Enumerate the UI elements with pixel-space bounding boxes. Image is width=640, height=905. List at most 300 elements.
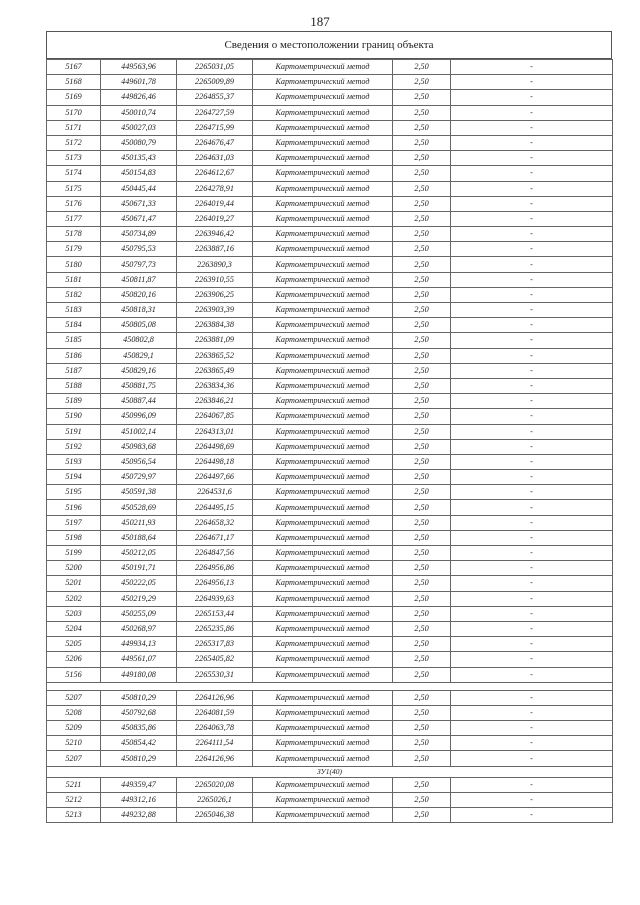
y-coordinate: 2264278,91 <box>177 181 253 196</box>
x-coordinate: 450820,16 <box>101 287 177 302</box>
table-row <box>47 439 613 454</box>
point-number: 5202 <box>47 591 101 606</box>
method: Картометрический метод <box>253 690 393 705</box>
precision: 2,50 <box>393 808 451 823</box>
method: Картометрический метод <box>253 530 393 545</box>
y-coordinate: 2265031,05 <box>177 60 253 75</box>
x-coordinate: 450188,64 <box>101 530 177 545</box>
x-coordinate: 449232,88 <box>101 808 177 823</box>
description: - <box>451 500 613 515</box>
x-coordinate: 450792,68 <box>101 705 177 720</box>
method: Картометрический метод <box>253 652 393 667</box>
page-number: 187 <box>310 14 330 29</box>
point-number: 5213 <box>47 808 101 823</box>
x-coordinate: 450212,05 <box>101 546 177 561</box>
x-coordinate: 450729,97 <box>101 470 177 485</box>
precision: 2,50 <box>393 333 451 348</box>
point-number: 5184 <box>47 318 101 333</box>
x-coordinate: 450854,42 <box>101 736 177 751</box>
point-number: 5198 <box>47 530 101 545</box>
table-row <box>47 287 613 302</box>
description: - <box>451 792 613 807</box>
description: - <box>451 409 613 424</box>
table-row <box>47 120 613 135</box>
x-coordinate: 450591,38 <box>101 485 177 500</box>
precision: 2,50 <box>393 652 451 667</box>
x-coordinate: 450795,53 <box>101 242 177 257</box>
precision: 2,50 <box>393 181 451 196</box>
point-number: 5200 <box>47 561 101 576</box>
x-coordinate: 449826,46 <box>101 90 177 105</box>
precision: 2,50 <box>393 75 451 90</box>
method: Картометрический метод <box>253 667 393 682</box>
table-row <box>47 409 613 424</box>
description: - <box>451 777 613 792</box>
x-coordinate: 449180,08 <box>101 667 177 682</box>
description: - <box>451 808 613 823</box>
x-coordinate: 449934,13 <box>101 637 177 652</box>
precision: 2,50 <box>393 500 451 515</box>
precision: 2,50 <box>393 378 451 393</box>
point-number: 5169 <box>47 90 101 105</box>
table-row <box>47 333 613 348</box>
precision: 2,50 <box>393 667 451 682</box>
method: Картометрический метод <box>253 394 393 409</box>
point-number: 5210 <box>47 736 101 751</box>
precision: 2,50 <box>393 105 451 120</box>
y-coordinate: 2263846,21 <box>177 394 253 409</box>
precision: 2,50 <box>393 348 451 363</box>
point-number: 5208 <box>47 705 101 720</box>
description: - <box>451 424 613 439</box>
x-coordinate: 450255,09 <box>101 606 177 621</box>
method: Картометрический метод <box>253 318 393 333</box>
precision: 2,50 <box>393 90 451 105</box>
description: - <box>451 242 613 257</box>
method: Картометрический метод <box>253 196 393 211</box>
point-number: 5182 <box>47 287 101 302</box>
table-row <box>47 561 613 576</box>
description: - <box>451 272 613 287</box>
y-coordinate: 2264019,27 <box>177 211 253 226</box>
method: Картометрический метод <box>253 287 393 302</box>
point-number: 5179 <box>47 242 101 257</box>
method: Картометрический метод <box>253 272 393 287</box>
table-row <box>47 196 613 211</box>
method: Картометрический метод <box>253 606 393 621</box>
description: - <box>451 439 613 454</box>
coordinates-table <box>46 59 613 823</box>
y-coordinate: 2264956,86 <box>177 561 253 576</box>
method: Картометрический метод <box>253 705 393 720</box>
x-coordinate: 451002,14 <box>101 424 177 439</box>
description: - <box>451 135 613 150</box>
y-coordinate: 2264715,99 <box>177 120 253 135</box>
table-row <box>47 75 613 90</box>
point-number: 5199 <box>47 546 101 561</box>
table-row <box>47 211 613 226</box>
table-row <box>47 530 613 545</box>
method: Картометрический метод <box>253 75 393 90</box>
point-number: 5209 <box>47 721 101 736</box>
y-coordinate: 2263881,09 <box>177 333 253 348</box>
x-coordinate: 450956,54 <box>101 454 177 469</box>
method: Картометрический метод <box>253 363 393 378</box>
x-coordinate: 450671,47 <box>101 211 177 226</box>
y-coordinate: 2264531,6 <box>177 485 253 500</box>
table-row <box>47 90 613 105</box>
table-row <box>47 792 613 807</box>
description: - <box>451 736 613 751</box>
table-row <box>47 751 613 766</box>
y-coordinate: 2265009,89 <box>177 75 253 90</box>
x-coordinate: 449561,07 <box>101 652 177 667</box>
table-row <box>47 652 613 667</box>
coordinates-sheet <box>46 31 612 823</box>
precision: 2,50 <box>393 736 451 751</box>
point-number: 5201 <box>47 576 101 591</box>
description: - <box>451 60 613 75</box>
method: Картометрический метод <box>253 751 393 766</box>
x-coordinate: 450154,83 <box>101 166 177 181</box>
description: - <box>451 196 613 211</box>
x-coordinate: 450805,08 <box>101 318 177 333</box>
method: Картометрический метод <box>253 303 393 318</box>
precision: 2,50 <box>393 211 451 226</box>
description: - <box>451 721 613 736</box>
y-coordinate: 2264063,78 <box>177 721 253 736</box>
method: Картометрический метод <box>253 242 393 257</box>
method: Картометрический метод <box>253 333 393 348</box>
y-coordinate: 2263865,49 <box>177 363 253 378</box>
x-coordinate: 450191,71 <box>101 561 177 576</box>
description: - <box>451 394 613 409</box>
description: - <box>451 546 613 561</box>
description: - <box>451 485 613 500</box>
method: Картометрический метод <box>253 454 393 469</box>
x-coordinate: 450818,31 <box>101 303 177 318</box>
x-coordinate: 449563,96 <box>101 60 177 75</box>
point-number: 5156 <box>47 667 101 682</box>
table-row <box>47 606 613 621</box>
precision: 2,50 <box>393 721 451 736</box>
y-coordinate: 2264671,17 <box>177 530 253 545</box>
precision: 2,50 <box>393 166 451 181</box>
x-coordinate: 450887,44 <box>101 394 177 409</box>
precision: 2,50 <box>393 151 451 166</box>
table-row <box>47 227 613 242</box>
description: - <box>451 105 613 120</box>
point-number: 5207 <box>47 751 101 766</box>
x-coordinate: 450829,1 <box>101 348 177 363</box>
y-coordinate: 2264847,56 <box>177 546 253 561</box>
precision: 2,50 <box>393 485 451 500</box>
description: - <box>451 470 613 485</box>
point-number: 5197 <box>47 515 101 530</box>
point-number: 5170 <box>47 105 101 120</box>
precision: 2,50 <box>393 409 451 424</box>
table-row <box>47 257 613 272</box>
precision: 2,50 <box>393 705 451 720</box>
method: Картометрический метод <box>253 470 393 485</box>
table-header: Сведения о местоположении границ объекта <box>46 31 612 59</box>
description: - <box>451 211 613 226</box>
y-coordinate: 2265317,83 <box>177 637 253 652</box>
point-number: 5195 <box>47 485 101 500</box>
y-coordinate: 2264939,63 <box>177 591 253 606</box>
table-row <box>47 348 613 363</box>
precision: 2,50 <box>393 637 451 652</box>
x-coordinate: 450010,74 <box>101 105 177 120</box>
point-number: 5174 <box>47 166 101 181</box>
y-coordinate: 2264313,01 <box>177 424 253 439</box>
point-number: 5206 <box>47 652 101 667</box>
x-coordinate: 450135,43 <box>101 151 177 166</box>
precision: 2,50 <box>393 591 451 606</box>
precision: 2,50 <box>393 515 451 530</box>
method: Картометрический метод <box>253 120 393 135</box>
separator-row <box>47 682 613 690</box>
table-row <box>47 621 613 636</box>
description: - <box>451 690 613 705</box>
x-coordinate: 450996,09 <box>101 409 177 424</box>
y-coordinate: 2264067,85 <box>177 409 253 424</box>
description: - <box>451 652 613 667</box>
point-number: 5185 <box>47 333 101 348</box>
description: - <box>451 90 613 105</box>
method: Картометрический метод <box>253 515 393 530</box>
precision: 2,50 <box>393 777 451 792</box>
point-number: 5183 <box>47 303 101 318</box>
table-row <box>47 721 613 736</box>
method: Картометрический метод <box>253 500 393 515</box>
y-coordinate: 2264126,96 <box>177 751 253 766</box>
description: - <box>451 667 613 682</box>
precision: 2,50 <box>393 621 451 636</box>
method: Картометрический метод <box>253 439 393 454</box>
description: - <box>451 227 613 242</box>
table-row <box>47 318 613 333</box>
description: - <box>451 378 613 393</box>
description: - <box>451 576 613 591</box>
y-coordinate: 2264631,03 <box>177 151 253 166</box>
point-number: 5194 <box>47 470 101 485</box>
table-row <box>47 181 613 196</box>
section-label: ЗУ1(40) <box>47 766 613 777</box>
description: - <box>451 705 613 720</box>
y-coordinate: 2264498,69 <box>177 439 253 454</box>
y-coordinate: 2264126,96 <box>177 690 253 705</box>
x-coordinate: 450671,33 <box>101 196 177 211</box>
precision: 2,50 <box>393 363 451 378</box>
table-row <box>47 394 613 409</box>
point-number: 5193 <box>47 454 101 469</box>
precision: 2,50 <box>393 227 451 242</box>
x-coordinate: 450811,87 <box>101 272 177 287</box>
y-coordinate: 2263834,36 <box>177 378 253 393</box>
y-coordinate: 2264019,44 <box>177 196 253 211</box>
y-coordinate: 2265235,86 <box>177 621 253 636</box>
y-coordinate: 2265026,1 <box>177 792 253 807</box>
method: Картометрический метод <box>253 60 393 75</box>
point-number: 5189 <box>47 394 101 409</box>
x-coordinate: 450211,93 <box>101 515 177 530</box>
table-row <box>47 378 613 393</box>
precision: 2,50 <box>393 394 451 409</box>
description: - <box>451 303 613 318</box>
table-row <box>47 690 613 705</box>
y-coordinate: 2264495,15 <box>177 500 253 515</box>
method: Картометрический метод <box>253 546 393 561</box>
point-number: 5207 <box>47 690 101 705</box>
point-number: 5178 <box>47 227 101 242</box>
y-coordinate: 2263890,3 <box>177 257 253 272</box>
table-row <box>47 60 613 75</box>
table-row <box>47 105 613 120</box>
x-coordinate: 450802,8 <box>101 333 177 348</box>
y-coordinate: 2263910,55 <box>177 272 253 287</box>
description: - <box>451 333 613 348</box>
method: Картометрический метод <box>253 808 393 823</box>
point-number: 5212 <box>47 792 101 807</box>
table-body <box>47 60 613 823</box>
method: Картометрический метод <box>253 777 393 792</box>
method: Картометрический метод <box>253 135 393 150</box>
table-row <box>47 151 613 166</box>
point-number: 5176 <box>47 196 101 211</box>
y-coordinate: 2264612,67 <box>177 166 253 181</box>
y-coordinate: 2263946,42 <box>177 227 253 242</box>
point-number: 5192 <box>47 439 101 454</box>
method: Картометрический метод <box>253 591 393 606</box>
precision: 2,50 <box>393 60 451 75</box>
point-number: 5167 <box>47 60 101 75</box>
point-number: 5171 <box>47 120 101 135</box>
table-row <box>47 303 613 318</box>
x-coordinate: 450810,29 <box>101 751 177 766</box>
x-coordinate: 449312,16 <box>101 792 177 807</box>
x-coordinate: 450219,29 <box>101 591 177 606</box>
x-coordinate: 450734,89 <box>101 227 177 242</box>
method: Картометрический метод <box>253 621 393 636</box>
precision: 2,50 <box>393 470 451 485</box>
y-coordinate: 2264658,32 <box>177 515 253 530</box>
method: Картометрический метод <box>253 348 393 363</box>
table-row <box>47 736 613 751</box>
table-row <box>47 777 613 792</box>
y-coordinate: 2264956,13 <box>177 576 253 591</box>
method: Картометрический метод <box>253 257 393 272</box>
method: Картометрический метод <box>253 378 393 393</box>
table-row <box>47 576 613 591</box>
precision: 2,50 <box>393 287 451 302</box>
description: - <box>451 75 613 90</box>
description: - <box>451 181 613 196</box>
description: - <box>451 166 613 181</box>
table-row <box>47 166 613 181</box>
table-row <box>47 454 613 469</box>
table-row <box>47 591 613 606</box>
precision: 2,50 <box>393 318 451 333</box>
description: - <box>451 454 613 469</box>
x-coordinate: 450445,44 <box>101 181 177 196</box>
description: - <box>451 151 613 166</box>
method: Картометрический метод <box>253 424 393 439</box>
method: Картометрический метод <box>253 409 393 424</box>
y-coordinate: 2264111,54 <box>177 736 253 751</box>
method: Картометрический метод <box>253 211 393 226</box>
description: - <box>451 621 613 636</box>
precision: 2,50 <box>393 576 451 591</box>
table-row <box>47 424 613 439</box>
point-number: 5205 <box>47 637 101 652</box>
point-number: 5203 <box>47 606 101 621</box>
precision: 2,50 <box>393 196 451 211</box>
point-number: 5190 <box>47 409 101 424</box>
x-coordinate: 450080,79 <box>101 135 177 150</box>
table-row <box>47 272 613 287</box>
description: - <box>451 561 613 576</box>
y-coordinate: 2265153,44 <box>177 606 253 621</box>
method: Картометрический метод <box>253 151 393 166</box>
x-coordinate: 450835,86 <box>101 721 177 736</box>
method: Картометрический метод <box>253 721 393 736</box>
table-row <box>47 500 613 515</box>
point-number: 5188 <box>47 378 101 393</box>
method: Картометрический метод <box>253 166 393 181</box>
point-number: 5172 <box>47 135 101 150</box>
table-row <box>47 705 613 720</box>
x-coordinate: 450528,69 <box>101 500 177 515</box>
section-label-row <box>47 766 613 777</box>
table-row <box>47 242 613 257</box>
y-coordinate: 2263887,16 <box>177 242 253 257</box>
point-number: 5181 <box>47 272 101 287</box>
x-coordinate: 450797,73 <box>101 257 177 272</box>
y-coordinate: 2264081,59 <box>177 705 253 720</box>
x-coordinate: 450881,75 <box>101 378 177 393</box>
y-coordinate: 2264676,47 <box>177 135 253 150</box>
x-coordinate: 450268,97 <box>101 621 177 636</box>
precision: 2,50 <box>393 120 451 135</box>
y-coordinate: 2264855,37 <box>177 90 253 105</box>
point-number: 5168 <box>47 75 101 90</box>
table-row <box>47 808 613 823</box>
point-number: 5173 <box>47 151 101 166</box>
description: - <box>451 363 613 378</box>
precision: 2,50 <box>393 242 451 257</box>
method: Картометрический метод <box>253 736 393 751</box>
y-coordinate: 2263865,52 <box>177 348 253 363</box>
precision: 2,50 <box>393 690 451 705</box>
table-row <box>47 515 613 530</box>
point-number: 5187 <box>47 363 101 378</box>
table-row <box>47 470 613 485</box>
precision: 2,50 <box>393 424 451 439</box>
precision: 2,50 <box>393 546 451 561</box>
precision: 2,50 <box>393 561 451 576</box>
method: Картометрический метод <box>253 90 393 105</box>
point-number: 5186 <box>47 348 101 363</box>
x-coordinate: 450829,16 <box>101 363 177 378</box>
method: Картометрический метод <box>253 227 393 242</box>
point-number: 5191 <box>47 424 101 439</box>
y-coordinate: 2263884,38 <box>177 318 253 333</box>
y-coordinate: 2265405,82 <box>177 652 253 667</box>
y-coordinate: 2265020,08 <box>177 777 253 792</box>
y-coordinate: 2264727,59 <box>177 105 253 120</box>
x-coordinate: 449359,47 <box>101 777 177 792</box>
